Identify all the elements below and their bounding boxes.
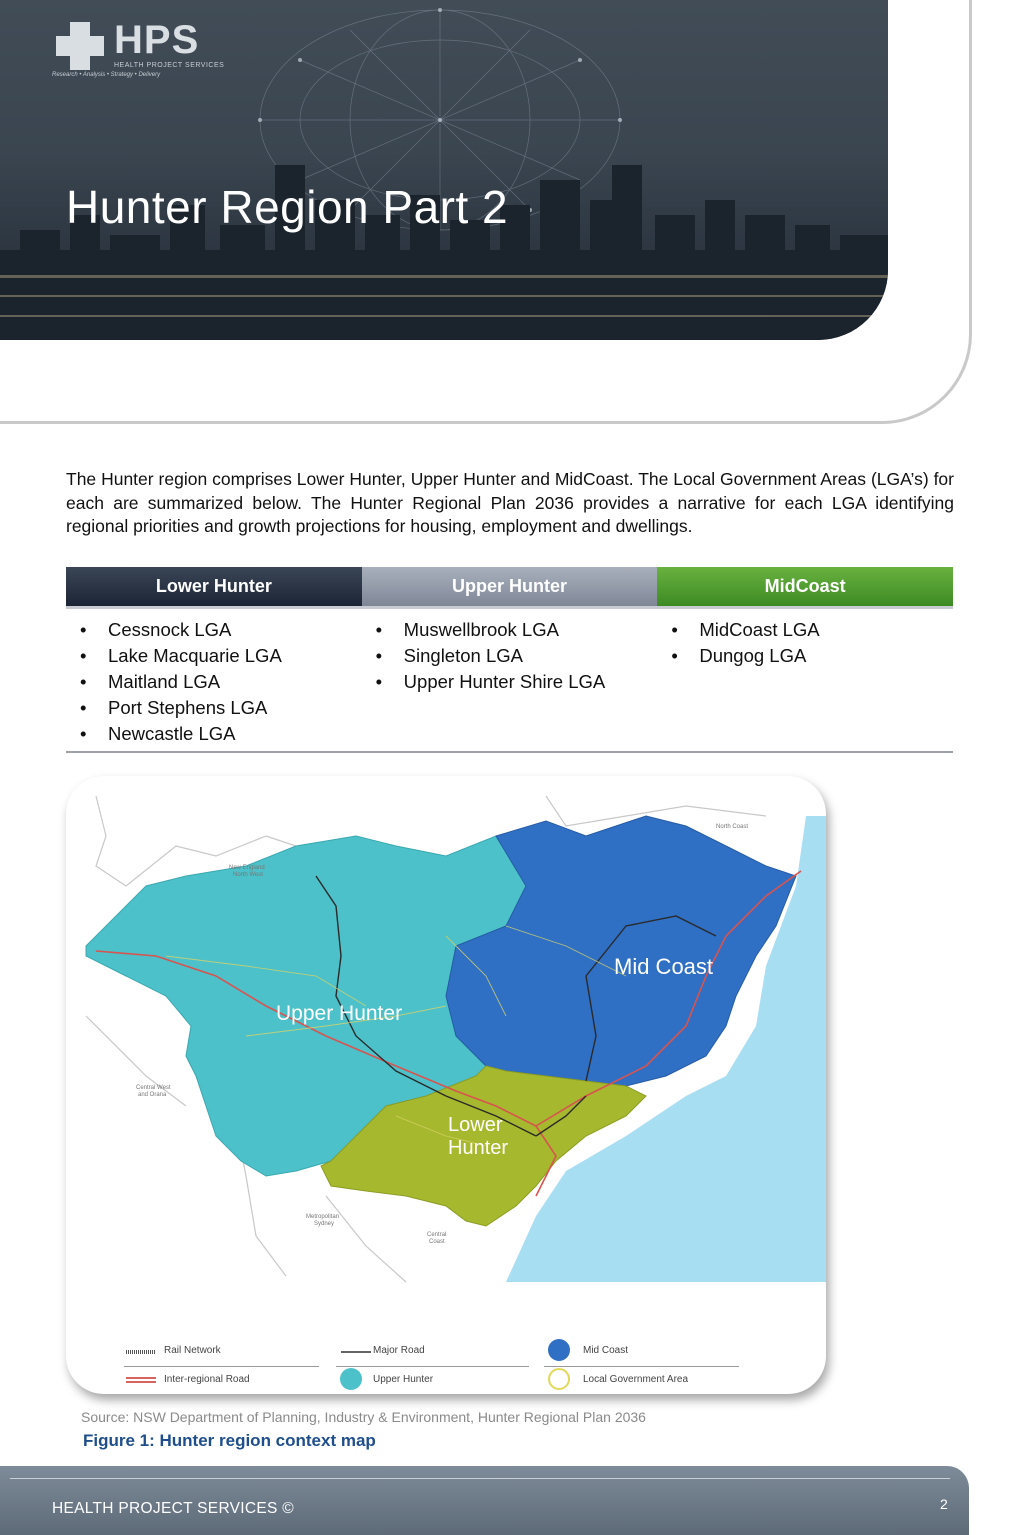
- upper-hunter-swatch: [340, 1368, 362, 1390]
- lower-hunter-list: [66, 617, 362, 751]
- medical-cross-icon: [52, 20, 108, 70]
- header-midcoast: MidCoast: [657, 567, 953, 606]
- list-item: • Upper Hunter Shire LGA: [376, 669, 658, 695]
- major-road-symbol: [341, 1348, 371, 1356]
- list-item: • MidCoast LGA: [671, 617, 953, 643]
- figure-caption: Figure 1: Hunter region context map: [83, 1431, 376, 1450]
- logo-tagline: Research • Analysis • Strategy • Delivery: [52, 72, 161, 78]
- lower-hunter-label-line2: Hunter: [448, 1137, 509, 1159]
- logo-subtitle: HEALTH PROJECT SERVICES: [114, 62, 225, 69]
- orana-label: and Orana: [138, 1092, 167, 1098]
- legend-inter-regional-road: Inter-regional Road: [164, 1374, 250, 1385]
- list-item: • Lake Macquarie LGA: [80, 643, 362, 669]
- central-label: Central: [427, 1232, 447, 1238]
- header-upper-hunter: Upper Hunter: [362, 567, 658, 606]
- list-item: • Dungog LGA: [671, 643, 953, 669]
- list-item: • Port Stephens LGA: [80, 695, 362, 721]
- lower-hunter-label-line1: Lower: [448, 1114, 503, 1136]
- list-item: • Muswellbrook LGA: [376, 617, 658, 643]
- header: [0, 0, 972, 424]
- lga-table-body: [66, 609, 953, 753]
- rail-network-symbol: [126, 1348, 156, 1356]
- context-map: [66, 776, 826, 1394]
- legend-major-road: Major Road: [373, 1345, 425, 1356]
- north-coast-label: North Coast: [716, 824, 749, 830]
- lga-table-header: [66, 567, 953, 609]
- mid-coast-label: Mid Coast: [614, 954, 714, 979]
- upper-hunter-label: Upper Hunter: [276, 1002, 403, 1025]
- list-item: • Newcastle LGA: [80, 721, 362, 747]
- page-number: 2: [940, 1496, 948, 1512]
- list-item: • Cessnock LGA: [80, 617, 362, 643]
- metropolitan-label: Metropolitan: [306, 1214, 340, 1220]
- footer-divider: [10, 1478, 950, 1479]
- legend-upper-hunter: Upper Hunter: [373, 1374, 434, 1385]
- new-england-label: New England: [229, 865, 265, 871]
- coast-label: Coast: [429, 1239, 445, 1245]
- legend-divider: [124, 1366, 319, 1367]
- map-source: Source: NSW Department of Planning, Industry & Environment, Hunter Regional Plan 2036: [81, 1409, 646, 1425]
- sydney-label: Sydney: [314, 1221, 335, 1227]
- inter-regional-road-symbol: [126, 1376, 156, 1384]
- midcoast-list: [657, 617, 953, 751]
- map-legend: [66, 1336, 826, 1394]
- legend-divider: [544, 1366, 739, 1367]
- map-graphic: [66, 776, 826, 1336]
- upper-hunter-list: [362, 617, 658, 751]
- north-west-label: North West: [233, 872, 263, 878]
- lga-table: [66, 567, 953, 753]
- list-item: • Maitland LGA: [80, 669, 362, 695]
- logo-text: HPS: [114, 18, 200, 62]
- hps-logo: [52, 18, 225, 80]
- lga-swatch: [548, 1368, 570, 1390]
- page-title: Hunter Region Part 2: [66, 181, 509, 233]
- header-banner: [0, 0, 888, 340]
- legend-rail: Rail Network: [164, 1345, 221, 1356]
- mid-coast-swatch: [548, 1339, 570, 1361]
- list-item: • Singleton LGA: [376, 643, 658, 669]
- legend-lga: Local Government Area: [583, 1374, 689, 1385]
- legend-divider: [336, 1366, 529, 1367]
- central-west-label: Central West: [136, 1085, 171, 1091]
- footer-text: HEALTH PROJECT SERVICES ©: [52, 1500, 295, 1517]
- footer: [0, 1466, 969, 1535]
- intro-paragraph: The Hunter region comprises Lower Hunter, Upper Hunter and MidCoast. The Local Government Areas (LGA’s) for each are summarized below. The Hunter Regional Plan 2036 provides a narrative for each LGA identifying regional priorities and growth projections for housing, employment and dwellings.: [66, 469, 954, 536]
- legend-mid-coast: Mid Coast: [583, 1345, 629, 1356]
- header-lower-hunter: Lower Hunter: [66, 567, 362, 606]
